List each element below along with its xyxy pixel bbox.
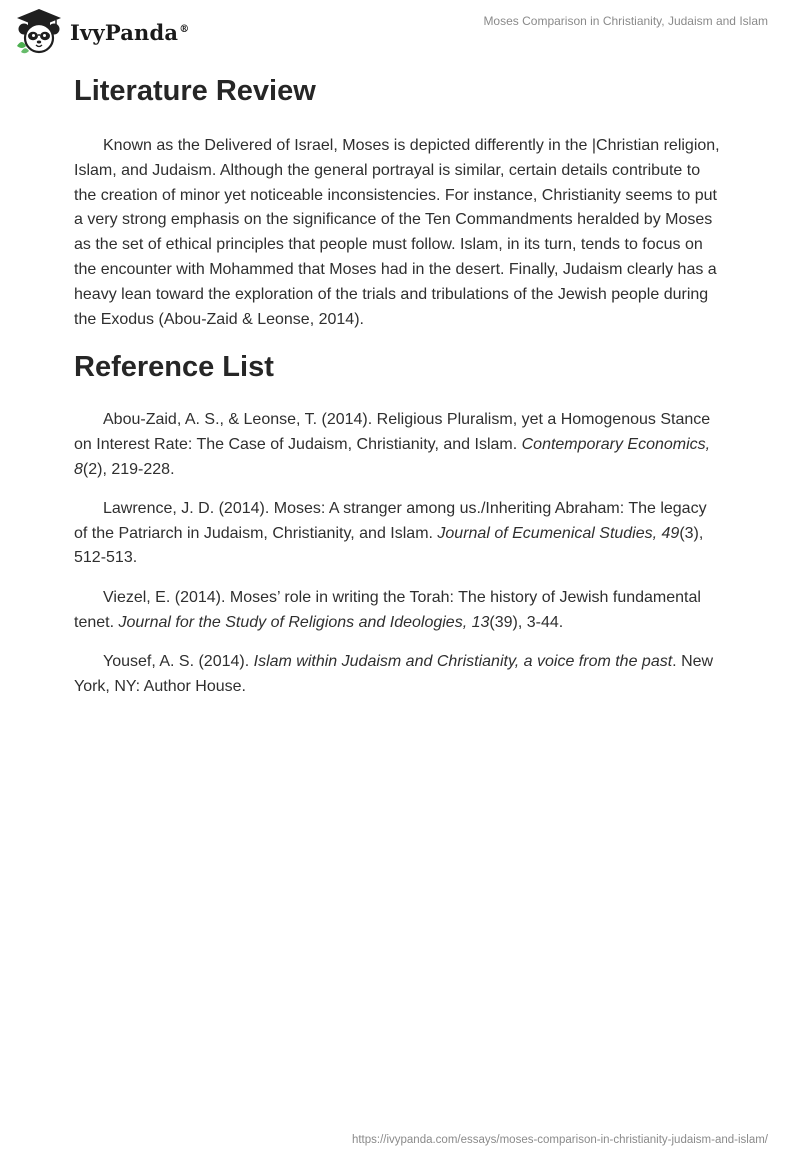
source-url-link[interactable]: https://ivypanda.com/essays/moses-comparison-in-christianity-judaism-and-islam/ xyxy=(351,1134,768,1146)
reference-text: Yousef, A. S. (2014). xyxy=(103,653,254,671)
literature-review-heading: Literature Review xyxy=(74,75,316,107)
document-title: Moses Comparison in Christianity, Judaism and Islam xyxy=(483,14,768,28)
page-header xyxy=(0,0,800,64)
reference-details: . New York, NY: Author House. xyxy=(74,653,714,695)
reference-item xyxy=(74,497,724,571)
reference-list-heading: Reference List xyxy=(74,351,274,384)
reference-text: Lawrence, J. D. (2014). Moses: A stranger among us./Inheriting Abraham: The legacy of the Patriarch in Judaism, Christianity, and Islam. xyxy=(74,500,707,542)
reference-details: (3), 512-513. xyxy=(74,524,704,567)
essay-content xyxy=(74,72,724,714)
reference-item xyxy=(74,650,724,699)
registered-mark: ® xyxy=(179,23,190,35)
literature-review-paragraph: Known as the Delivered of Israel, Moses is depicted differently in the |Christian religion, Islam, and Judaism. Although the general portrayal is similar, certain details contribute to the creation of minor yet noticeable inconsistencies. For instance, Christianity seems to put a very strong emphasis on the significance of the Ten Commandments heralded by Moses as the set of ethical principles that people must follow. Islam, in its turn, tends to focus on the encounter with Mohammed that Moses had in the desert. Finally, Judaism clearly has a heavy lean toward the exploration of the trials and tribulations of the Jewish people during the Exodus (Abou-Zaid & Leonse, 2014). xyxy=(74,137,720,328)
reference-source: Contemporary Economics, 8 xyxy=(74,435,711,478)
reference-item xyxy=(74,586,724,635)
brand-name-text: IvyPanda xyxy=(70,19,179,45)
reference-text: Abou-Zaid, A. S., & Leonse, T. (2014). Religious Pluralism, yet a Homogenous Stance on Interest Rate: The Case of Judaism, Christianity, and Islam. xyxy=(74,411,711,453)
panda-graduate-icon xyxy=(14,8,64,54)
reference-text: Viezel, E. (2014). Moses’ role in writing the Torah: The history of Jewish fundamental tenet. xyxy=(74,588,701,631)
reference-details: (2), 219-228. xyxy=(82,460,175,478)
reference-list xyxy=(74,408,724,699)
reference-details: (39), 3-44. xyxy=(489,613,564,631)
ivypanda-logo[interactable] xyxy=(14,8,189,54)
reference-item xyxy=(74,408,724,482)
brand-name xyxy=(70,20,189,45)
reference-source: Journal for the Study of Religions and Ideologies, 13 xyxy=(118,613,490,631)
reference-source: Journal of Ecumenical Studies, 49 xyxy=(437,524,680,542)
reference-source: Islam within Judaism and Christianity, a voice from the past xyxy=(253,653,673,671)
